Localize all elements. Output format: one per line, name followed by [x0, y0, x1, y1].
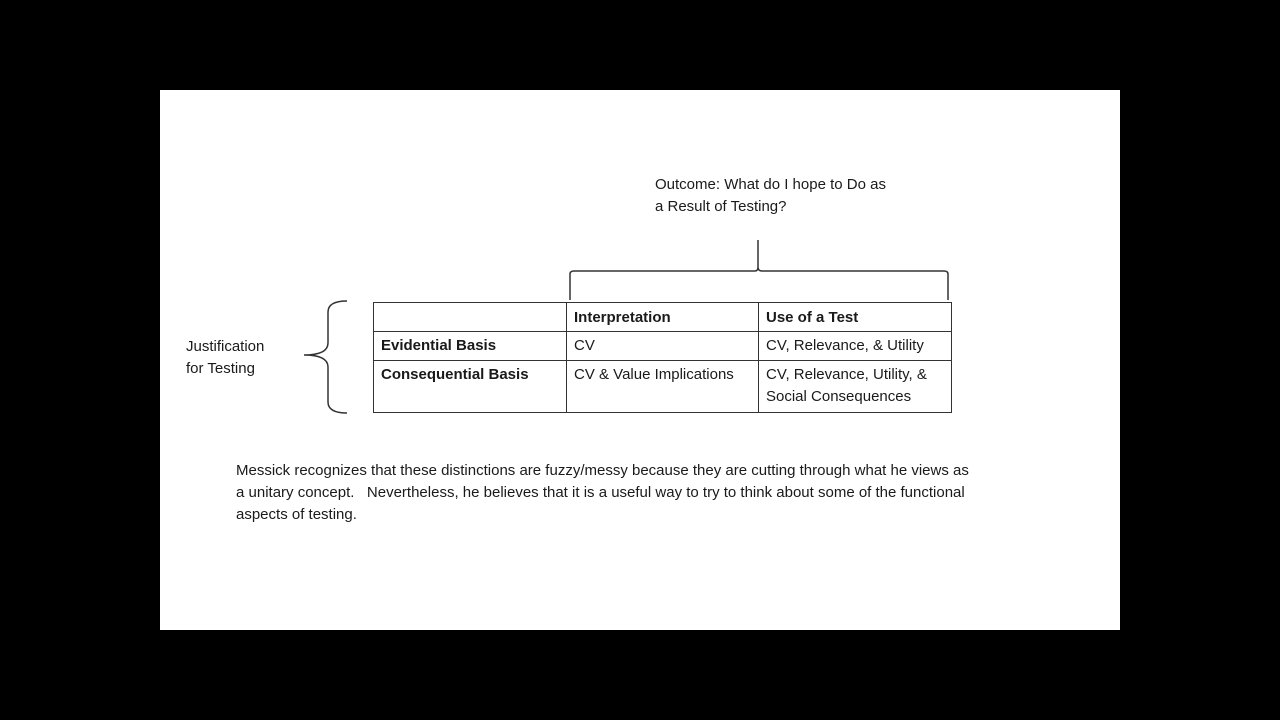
cell-evidential-interpretation: CV: [567, 332, 759, 361]
row-label-consequential: Consequential Basis: [374, 361, 567, 413]
outcome-label: [655, 174, 955, 218]
cell-evidential-use: [759, 332, 952, 361]
table-header-row: [374, 303, 952, 332]
justification-label: [186, 336, 306, 380]
note-line-2: a unitary concept. Nevertheless, he believes that it is a useful way to try to think about some of the functional: [236, 484, 965, 501]
header-cell-empty: [374, 303, 567, 332]
justification-brace: [304, 301, 347, 413]
outcome-line-1: Outcome: What do I hope to Do as: [655, 176, 886, 193]
justification-line-2: for Testing: [186, 360, 255, 377]
header-cell-interpretation: Interpretation: [567, 303, 759, 332]
cell-consequential-interpretation: CV & Value Implications: [567, 361, 759, 413]
note-line-3: aspects of testing.: [236, 506, 357, 523]
outcome-line-2: a Result of Testing?: [655, 198, 787, 215]
table-row: [374, 332, 952, 361]
note-line-1: Messick recognizes that these distinctions are fuzzy/messy because they are cutting through what he views as: [236, 462, 969, 479]
cell-consequential-use: [759, 361, 952, 413]
cell-consequential-use-line-2: Social Consequences: [766, 388, 912, 405]
cell-consequential-use-line-1: CV, Relevance, Utility, &: [766, 366, 927, 383]
slide: [160, 90, 1120, 630]
facets-table: [373, 302, 952, 413]
explanatory-note: [236, 460, 1066, 526]
row-label-evidential: Evidential Basis: [374, 332, 567, 361]
header-cell-use-of-test: Use of a Test: [759, 303, 952, 332]
table-row: [374, 361, 952, 413]
outcome-brace: [570, 240, 948, 300]
cell-evidential-use-line-1: CV, Relevance, & Utility: [766, 337, 924, 354]
justification-line-1: Justification: [186, 338, 265, 355]
